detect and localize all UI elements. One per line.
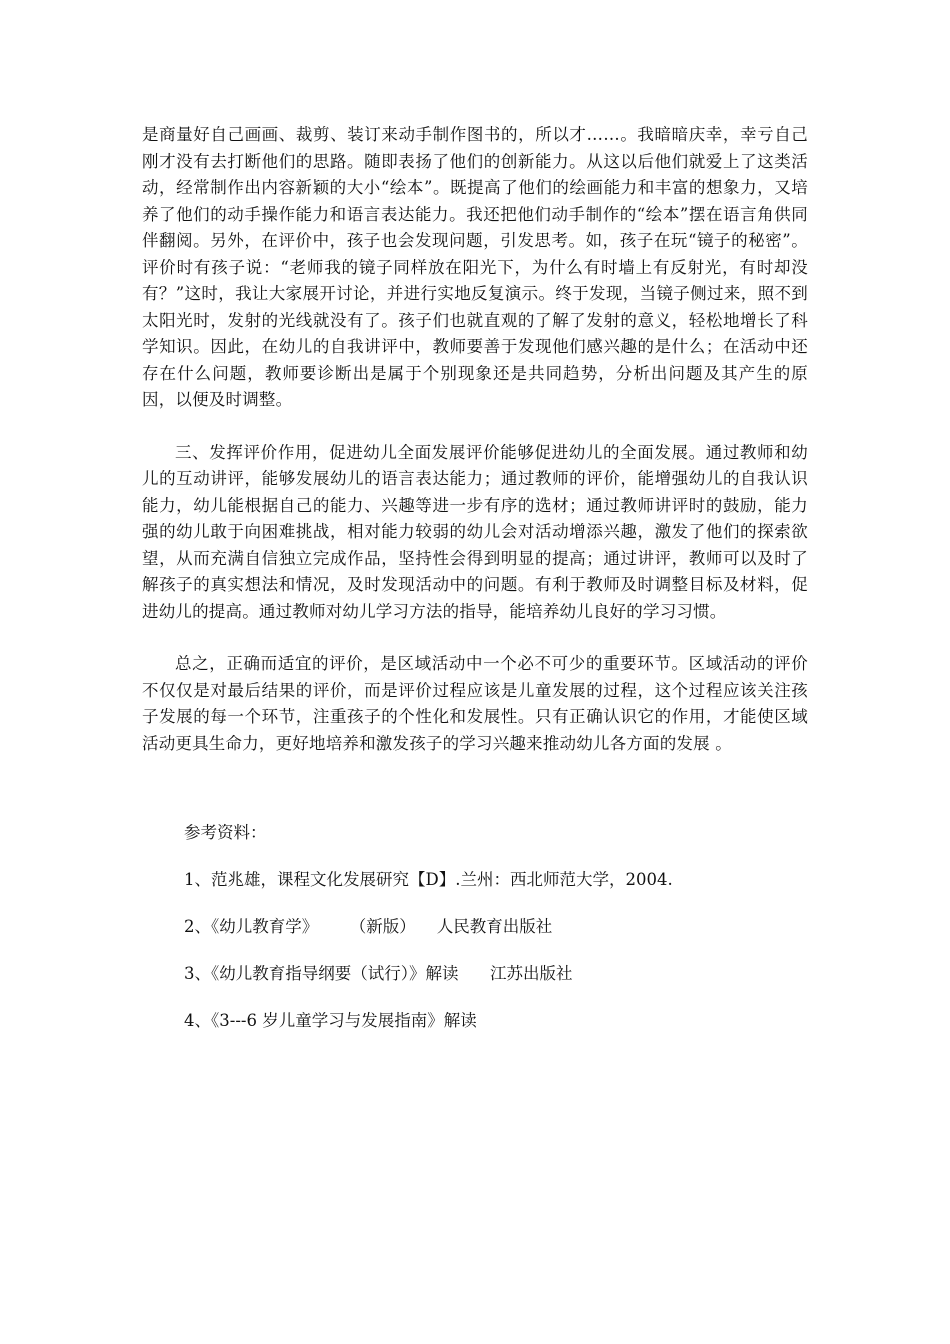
paragraph-continuation: 是商量好自己画画、裁剪、装订来动手制作图书的，所以才……。我暗暗庆幸，幸亏自己刚才没有去打断他们的思路。随即表扬了他们的创新能力。从这以后他们就爱上了这类活动，经常制作出内容新颖的大小“绘本”。既提高了他们的绘画能力和丰富的想象力，又培养了他们的动手操作能力和语言表达能力。我还把他们动手制作的“绘本”摆在语言角供同伴翻阅。另外，在评价中，孩子也会发现问题，引发思考。如，孩子在玩“镜子的秘密”。评价时有孩子说：“老师我的镜子同样放在阳光下，为什么有时墙上有反射光，有时却没有？”这时，我让大家展开讨论，并进行实地反复演示。终于发现，当镜子侧过来，照不到太阳光时，发射的光线就没有了。孩子们也就直观的了解了发射的意义，轻松地增长了科学知识。因此，在幼儿的自我讲评中，教师要善于发现他们感兴趣的是什么；在活动中还存在什么问题，教师要诊断出是属于个别现象还是共同趋势，分析出问题及其产生的原因，以便及时调整。 <box>142 125 808 409</box>
reference-item: 4、《3---6 岁儿童学习与发展指南》解读 <box>184 1011 477 1030</box>
references-section <box>184 820 804 1055</box>
reference-item: 2、《幼儿教育学》 （新版） 人民教育出版社 <box>184 917 553 936</box>
body-text <box>142 122 808 783</box>
references-heading: 参考资料： <box>184 823 267 842</box>
reference-item: 3、《幼儿教育指导纲要（试行）》解读 江苏出版社 <box>184 964 573 983</box>
paragraph-section-three: 三、发挥评价作用，促进幼儿全面发展评价能够促进幼儿的全面发展。通过教师和幼儿的互动讲评，能够发展幼儿的语言表达能力；通过教师的评价，能增强幼儿的自我认识能力，幼儿能根据自己的能力、兴趣等进一步有序的选材；通过教师讲评时的鼓励，能力强的幼儿敢于向困难挑战，相对能力较弱的幼儿会对活动增添兴趣，激发了他们的探索欲望，从而充满自信独立完成作品，坚持性会得到明显的提高；通过讲评，教师可以及时了解孩子的真实想法和情况，及时发现活动中的问题。有利于教师及时调整目标及材料，促进幼儿的提高。通过教师对幼儿学习方法的指导，能培养幼儿良好的学习习惯。 <box>142 442 808 621</box>
paragraph-conclusion: 总之，正确而适宜的评价，是区域活动中一个必不可少的重要环节。区域活动的评价不仅仅是对最后结果的评价，而是评价过程应该是儿童发展的过程，这个过程应该关注孩子发展的每一个环节，注重孩子的个性化和发展性。只有正确认识它的作用，才能使区域活动更具生命力，更好地培养和激发孩子的学习兴趣来推动幼儿各方面的发展 。 <box>142 654 808 753</box>
reference-item: 1、范兆雄，课程文化发展研究【D】.兰州：西北师范大学，2004. <box>184 870 673 889</box>
